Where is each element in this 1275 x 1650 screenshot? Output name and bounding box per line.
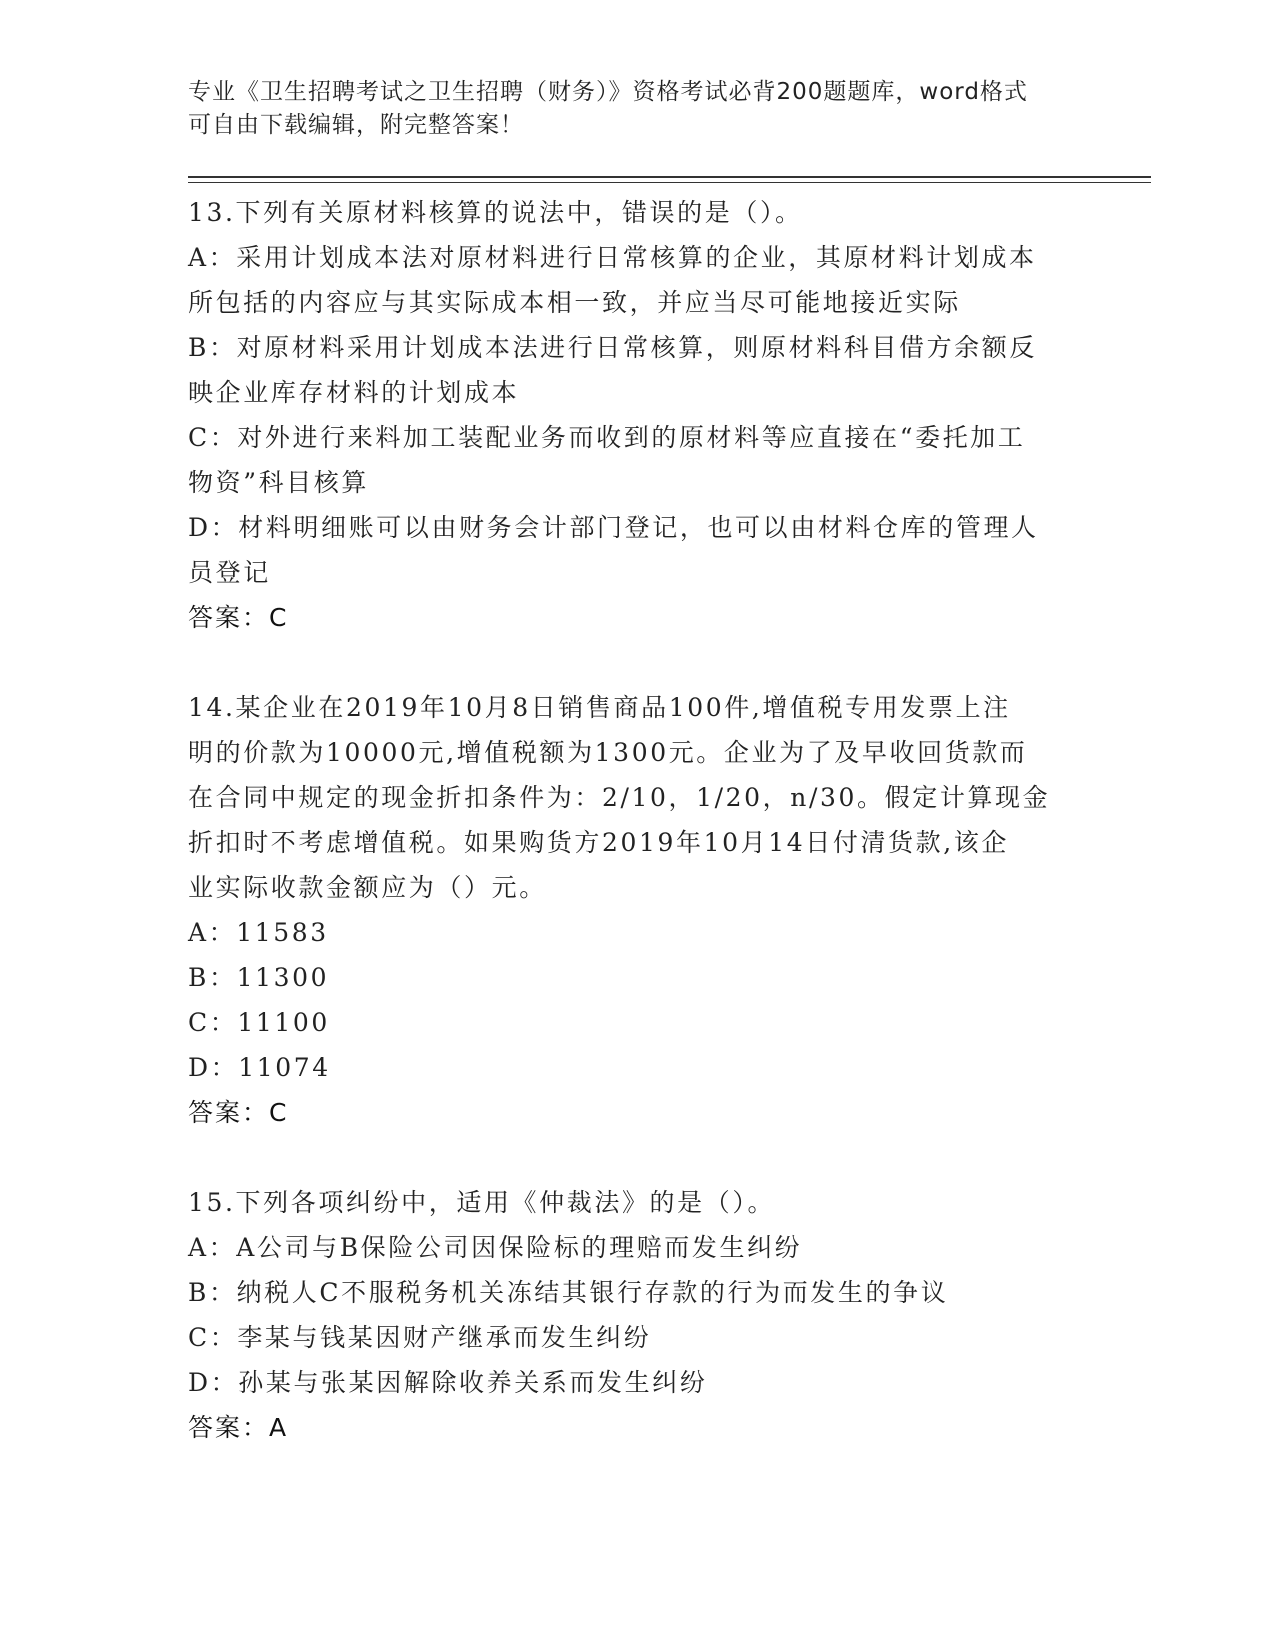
option-b-continued: 映企业库存材料的计划成本 xyxy=(188,378,520,407)
answer-line: 答案：C xyxy=(188,603,289,632)
header-title-line: 专业《卫生招聘考试之卫生招聘（财务）》资格考试必背200题题库，word格式 xyxy=(188,79,1028,105)
option-d: D：材料明细账可以由财务会计部门登记，也可以由材料仓库的管理人 xyxy=(188,513,1039,542)
question-stem-continued: 明的价款为10000元,增值税额为1300元。企业为了及早收回货款而 xyxy=(188,738,1028,767)
answer-line: 答案：A xyxy=(188,1413,289,1442)
option-c: C：李某与钱某因财产继承而发生纠纷 xyxy=(188,1323,652,1352)
question-list xyxy=(188,190,1088,1450)
option-c-continued: 物资”科目核算 xyxy=(188,468,369,497)
option-b: B：纳税人C不服税务机关冻结其银行存款的行为而发生的争议 xyxy=(188,1278,949,1307)
header-divider-thin xyxy=(188,182,1151,183)
question-spacer xyxy=(188,1135,1088,1180)
question-stem-continued: 业实际收款金额应为（）元。 xyxy=(188,873,547,902)
option-c: C：对外进行来料加工装配业务而收到的原材料等应直接在“委托加工 xyxy=(188,423,1026,452)
option-d: D：11074 xyxy=(188,1053,331,1082)
question-stem: 13.下列有关原材料核算的说法中，错误的是（）。 xyxy=(188,198,803,227)
option-b: B：11300 xyxy=(188,963,330,992)
question-stem: 15.下列各项纠纷中，适用《仲裁法》的是（）。 xyxy=(188,1188,776,1217)
question-14 xyxy=(188,685,1088,1135)
question-stem: 14.某企业在2019年10月8日销售商品100件,增值税专用发票上注 xyxy=(188,693,1011,722)
option-c: C：11100 xyxy=(188,1008,330,1037)
option-d-continued: 员登记 xyxy=(188,558,271,587)
option-a: A：A公司与B保险公司因保险标的理赔而发生纠纷 xyxy=(188,1233,803,1262)
answer-line: 答案：C xyxy=(188,1098,289,1127)
question-stem-continued: 折扣时不考虑增值税。如果购货方2019年10月14日付清货款,该企 xyxy=(188,828,1009,857)
option-a-continued: 所包括的内容应与其实际成本相一致，并应当尽可能地接近实际 xyxy=(188,288,961,317)
option-a: A：采用计划成本法对原材料进行日常核算的企业，其原材料计划成本 xyxy=(188,243,1037,272)
question-stem-continued: 在合同中规定的现金折扣条件为：2/10，1/20，n/30。假定计算现金 xyxy=(188,783,1051,812)
header-divider-thick xyxy=(188,176,1151,178)
option-d: D：孙某与张某因解除收养关系而发生纠纷 xyxy=(188,1368,708,1397)
question-spacer xyxy=(188,640,1088,685)
document-header xyxy=(188,76,1088,142)
question-15 xyxy=(188,1180,1088,1450)
header-subtitle-line: 可自由下载编辑，附完整答案！ xyxy=(188,112,524,138)
question-13 xyxy=(188,190,1088,640)
option-a: A：11583 xyxy=(188,918,329,947)
option-b: B：对原材料采用计划成本法进行日常核算，则原材料科目借方余额反 xyxy=(188,333,1037,362)
